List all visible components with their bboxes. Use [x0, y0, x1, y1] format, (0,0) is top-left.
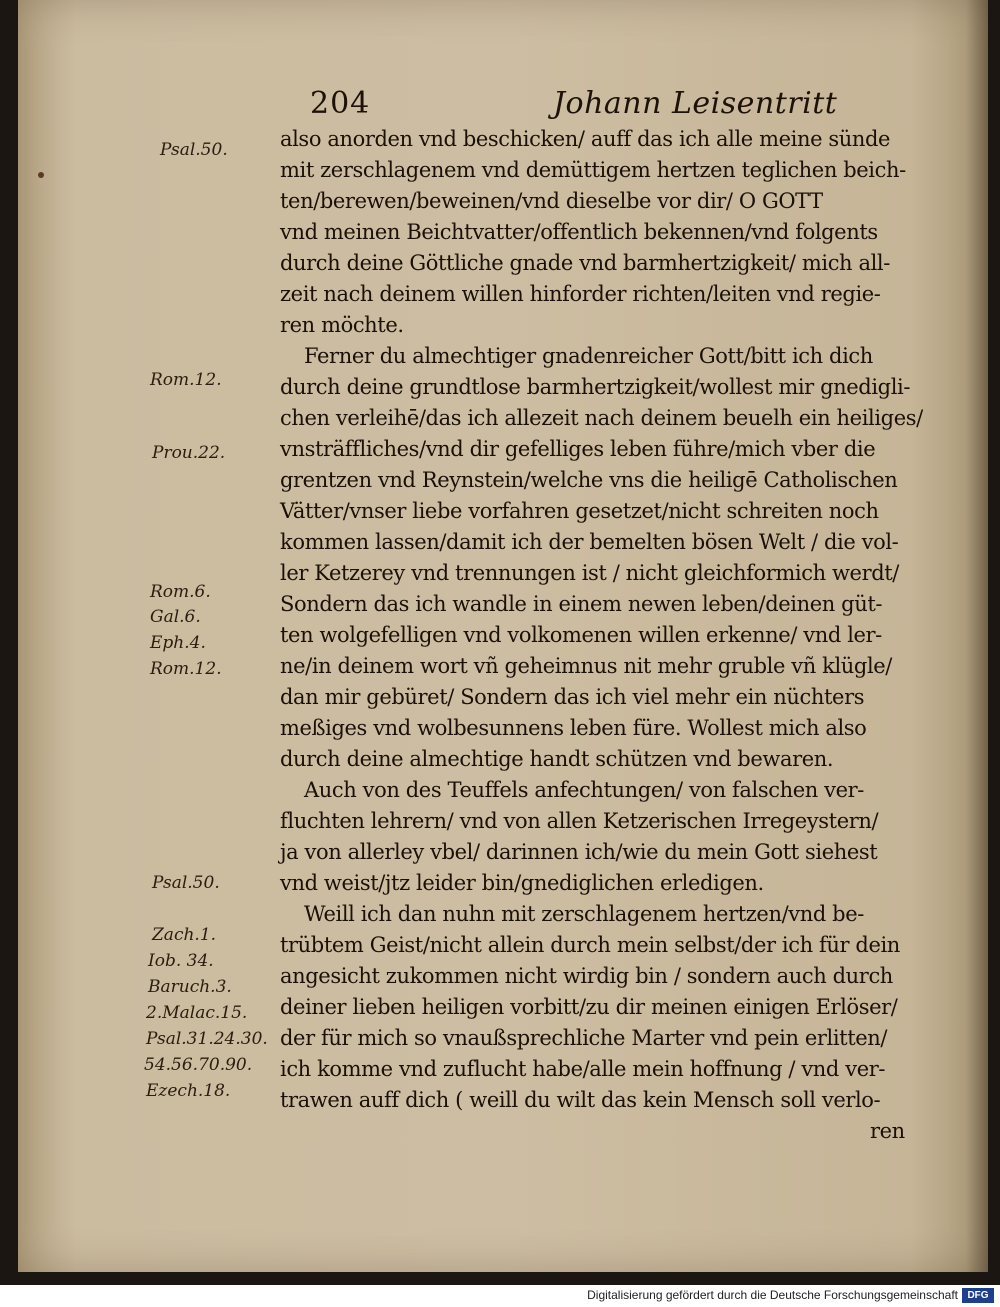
ink-blot [38, 172, 44, 178]
book-page [18, 0, 988, 1272]
margin-note: Gal.6. [150, 607, 201, 627]
text-line: also anorden vnd beschicken/ auff das ich alle meine sünde [280, 127, 891, 151]
text-line: ich komme vnd zuflucht habe/alle mein hoffnung / vnd ver- [280, 1057, 886, 1081]
text-line: Ferner du almechtiger gnadenreicher Gott/bitt ich dich [304, 344, 873, 368]
margin-note: Eph.4. [150, 633, 206, 653]
text-line: ten wolgefelligen vnd volkomenen willen erkenne/ vnd ler- [280, 623, 882, 647]
page-edge-shadow [966, 0, 988, 1272]
catchword: ren [870, 1119, 905, 1143]
dfg-logo-icon: DFG [962, 1288, 994, 1303]
text-line: meßiges vnd wolbesunnens leben füre. Wollest mich also [280, 716, 867, 740]
margin-note: Prou.22. [152, 443, 226, 463]
text-line: durch deine grundtlose barmhertzigkeit/wollest mir gnedigli- [280, 375, 911, 399]
text-line: ja von allerley vbel/ darinnen ich/wie du mein Gott siehest [280, 840, 878, 864]
text-line: mit zerschlagenem vnd demüttigem hertzen teglichen beich- [280, 158, 906, 182]
text-line: trübtem Geist/nicht allein durch mein selbst/der ich für dein [280, 933, 900, 957]
digitization-footer [0, 1285, 1000, 1307]
text-line: ten/berewen/beweinen/vnd dieselbe vor dir/ O GOTT [280, 189, 823, 213]
text-line: vnsträffliches/vnd dir gefelliges leben führe/mich vber die [280, 437, 876, 461]
text-line: chen verleihē/das ich allezeit nach deinem beuelh ein heiliges/ [280, 406, 923, 430]
margin-note: Rom.12. [150, 370, 222, 390]
margin-note: Zach.1. [152, 925, 217, 945]
margin-note: Rom.6. [150, 582, 211, 602]
text-line: trawen auff dich ( weill du wilt das kein Mensch soll verlo- [280, 1088, 881, 1112]
text-line: Weill ich dan nuhn mit zerschlagenem hertzen/vnd be- [304, 902, 864, 926]
margin-note: Baruch.3. [148, 977, 232, 997]
margin-note: 2.Malac.15. [146, 1003, 248, 1023]
text-line: ren möchte. [280, 313, 404, 337]
margin-note: Rom.12. [150, 659, 222, 679]
page-header [298, 86, 938, 126]
margin-note: Psal.50. [160, 140, 228, 160]
running-head: Johann Leisentritt [553, 86, 838, 121]
text-line: durch deine almechtige handt schützen vnd bewaren. [280, 747, 834, 771]
text-line: kommen lassen/damit ich der bemelten bösen Welt / die vol- [280, 530, 899, 554]
page-number: 204 [310, 86, 371, 121]
text-line: dan mir gebüret/ Sondern das ich viel mehr ein nüchters [280, 685, 865, 709]
text-line: Vätter/vnser liebe vorfahren gesetzet/nicht schreiten noch [280, 499, 879, 523]
text-line: ne/in deinem wort vñ geheimnus nit mehr gruble vñ klügle/ [280, 654, 892, 678]
text-line: fluchten lehrern/ vnd von allen Ketzerischen Irregeystern/ [280, 809, 879, 833]
text-line: angesicht zukommen nicht wirdig bin / sondern auch durch [280, 964, 893, 988]
text-line: durch deine Göttliche gnade vnd barmhertzigkeit/ mich all- [280, 251, 890, 275]
text-line: zeit nach deinem willen hinforder richten/leiten vnd regie- [280, 282, 881, 306]
margin-note: Ezech.18. [146, 1081, 231, 1101]
text-line: vnd meinen Beichtvatter/offentlich bekennen/vnd folgents [280, 220, 878, 244]
margin-note: 54.56.70.90. [144, 1055, 253, 1075]
text-line: ler Ketzerey vnd trennungen ist / nicht gleichformich werdt/ [280, 561, 899, 585]
margin-note: Psal.50. [152, 873, 220, 893]
margin-note: Psal.31.24.30. [146, 1029, 268, 1049]
text-line: Auch von des Teuffels anfechtungen/ von falschen ver- [304, 778, 864, 802]
text-line: vnd weist/jtz leider bin/gnediglichen erledigen. [280, 871, 764, 895]
funding-credit: Digitalisierung gefördert durch die Deutsche Forschungsgemeinschaft [587, 1288, 958, 1302]
text-line: deiner lieben heiligen vorbitt/zu dir meinen einigen Erlöser/ [280, 995, 898, 1019]
margin-note: Iob. 34. [148, 951, 214, 971]
text-line: der für mich so vnaußsprechliche Marter vnd pein erlitten/ [280, 1026, 888, 1050]
text-line: Sondern das ich wandle in einem newen leben/deinen güt- [280, 592, 883, 616]
text-line: grentzen vnd Reynstein/welche vns die heiligē Catholischen [280, 468, 898, 492]
